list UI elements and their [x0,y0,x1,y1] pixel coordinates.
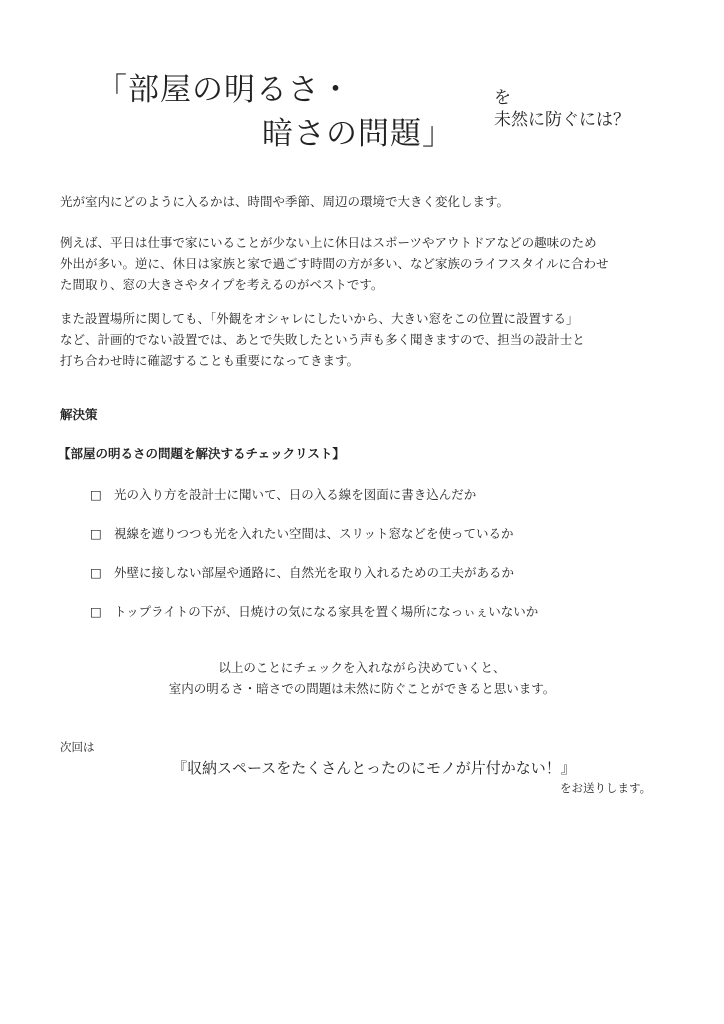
solution-heading: 解決策 [60,407,98,422]
checklist-title: 【部屋の明るさの問題を解決するチェックリスト】 [58,446,345,461]
subtitle: 未然に防ぐには？ [494,110,630,130]
checklist-item-text: 外壁に接しない部屋や通路に、自然光を取り入れるための工夫があるか [114,565,515,580]
checkbox-icon: □ [90,565,102,580]
paragraph-line: 外出が多い。逆に、休日は家族と家で過ごす時間の方が多い、など家族のライフスタイルに合わせ [60,256,609,271]
checkbox-icon: □ [90,487,102,502]
title-line-2: 暗さの問題」 [262,116,454,152]
title-line-1: 「部屋の明るさ・ [96,72,352,108]
checkbox-icon: □ [90,526,102,541]
paragraph-line: 打ち合わせ時に確認することも重要になってきます。 [60,353,360,368]
checklist-item-text: 光の入り方を設計士に聞いて、日の入る線を図面に書き込んだか [114,487,477,502]
checklist-item-text: トップライトの下が、日焼けの気になる家具を置く場所になっぃぇいないか [114,604,539,619]
paragraph-line: た間取り、窓の大きさやタイプを考えるのがベストです。 [60,277,384,292]
next-title: 『収納スペースをたくさんとったのにモノが片付かない！』 [172,759,576,777]
subtitle-particle: を [494,88,511,108]
paragraph-line: 例えば、平日は仕事で家にいることが少ない上に休日はスポーツやアウトドアなどの趣味のため [60,235,597,250]
next-suffix: をお送りします。 [560,781,652,795]
paragraph-3 [60,308,585,371]
checklist-item-text: 視線を遮りつつも光を入れたい空間は、スリット窓などを使っているか [114,526,514,541]
checklist-item [90,564,514,582]
next-label: 次回は [60,740,95,754]
conclusion-line: 以上のことにチェックを入れながら決めていくと、 [218,660,506,675]
conclusion [0,657,724,699]
paragraph-2 [60,232,609,295]
checklist-item [90,486,476,504]
paragraph-line: また設置場所に関しても、「外観をオシャレにしたいから、大きい窓をこの位置に設置する」 [60,311,579,326]
paragraph-line: など、計画的でない設置では、あとで失敗したという声も多く聞きますので、担当の設計士と [60,332,585,347]
checklist-item [90,603,538,621]
paragraph-1 [60,191,509,212]
paragraph-line: 光が室内にどのように入るかは、時間や季節、周辺の環境で大きく変化します。 [60,194,510,209]
checklist-item [90,525,514,543]
checkbox-icon: □ [90,604,102,619]
conclusion-line: 室内の明るさ・暗さでの問題は未然に防ぐことができると思います。 [168,681,556,696]
